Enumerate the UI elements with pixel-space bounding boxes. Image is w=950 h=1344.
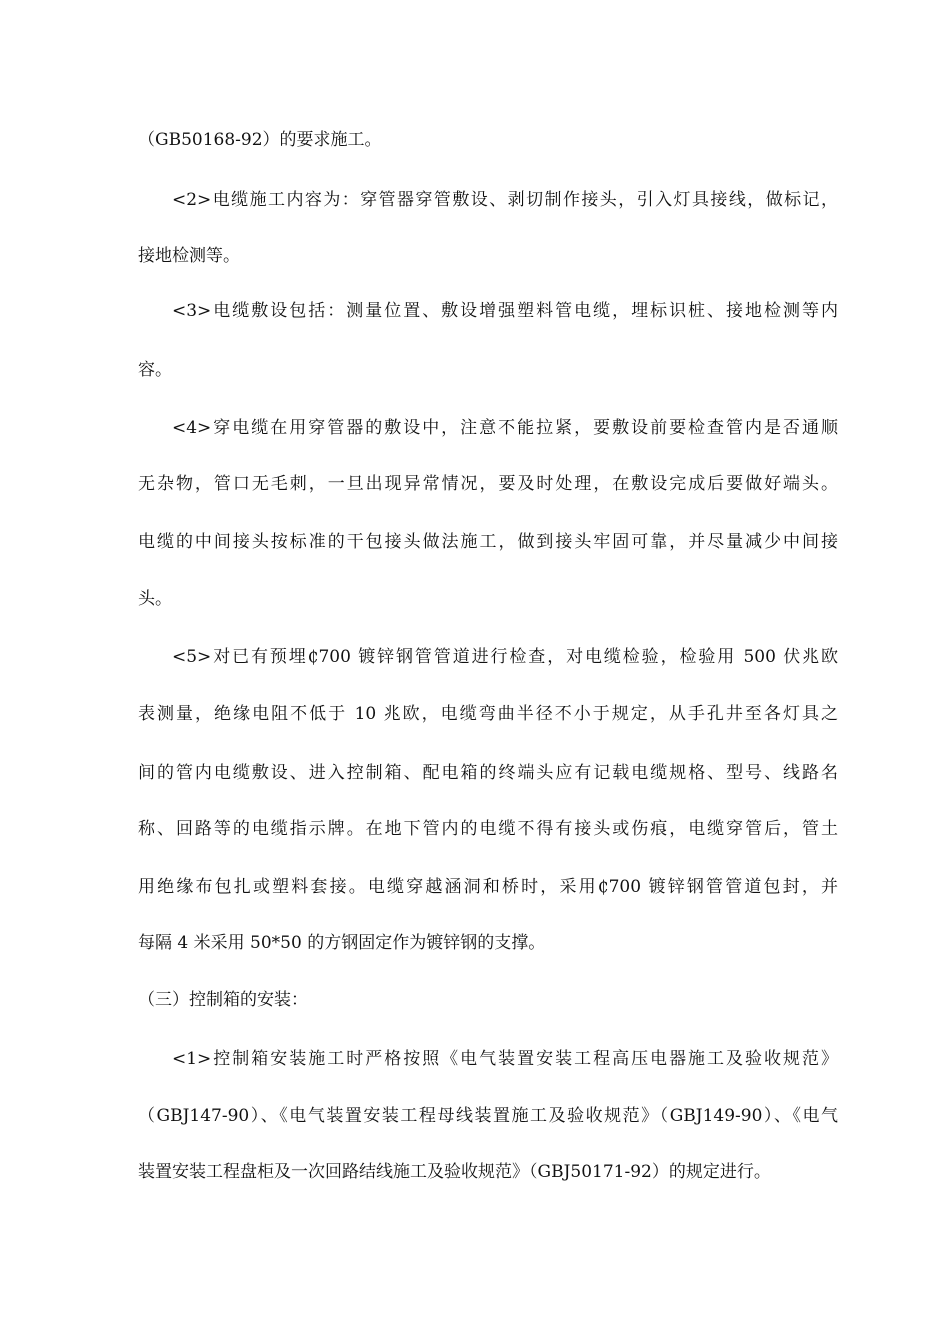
text-line: （GBJ147-90）、《电气装置安装工程母线装置施工及验收规范》（GBJ149-90）、《电气 — [138, 1106, 838, 1126]
text-line: 容。 — [138, 360, 172, 380]
text-line: （GB50168-92）的要求施工。 — [138, 130, 382, 150]
text-line: 接地检测等。 — [138, 246, 240, 266]
text-line: <5>对已有预埋₵700 镀锌钢管管道进行检查，对电缆检验，检验用 500 伏兆欧 — [172, 647, 838, 667]
text-line: <1>控制箱安装施工时严格按照《电气装置安装工程高压电器施工及验收规范》 — [172, 1049, 838, 1069]
text-line: <3>电缆敷设包括：测量位置、敷设增强塑料管电缆，埋标识桩、接地检测等内 — [172, 301, 838, 321]
text-line: 间的管内电缆敷设、进入控制箱、配电箱的终端头应有记载电缆规格、型号、线路名 — [138, 763, 838, 783]
text-line: 用绝缘布包扎或塑料套接。电缆穿越涵洞和桥时，采用₵700 镀锌钢管管道包封，并 — [138, 877, 838, 897]
text-line: 装置安装工程盘柜及一次回路结线施工及验收规范》（GBJ50171-92）的规定进行。 — [138, 1162, 771, 1182]
text-line: 每隔 4 米采用 50*50 的方钢固定作为镀锌钢的支撑。 — [138, 933, 546, 953]
section-heading: （三）控制箱的安装： — [138, 990, 308, 1010]
text-line: 表测量，绝缘电阻不低于 10 兆欧，电缆弯曲半径不小于规定，从手孔井至各灯具之 — [138, 704, 838, 724]
text-line: 电缆的中间接头按标准的干包接头做法施工，做到接头牢固可靠，并尽量减少中间接 — [138, 532, 838, 552]
text-line: 头。 — [138, 589, 172, 609]
text-line: 称、回路等的电缆指示牌。在地下管内的电缆不得有接头或伤痕，电缆穿管后，管土 — [138, 819, 838, 839]
text-line: <2>电缆施工内容为：穿管器穿管敷设、剥切制作接头，引入灯具接线，做标记， — [172, 190, 838, 210]
text-line: 无杂物，管口无毛刺，一旦出现异常情况，要及时处理，在敷设完成后要做好端头。 — [138, 474, 838, 494]
text-line: <4>穿电缆在用穿管器的敷设中，注意不能拉紧，要敷设前要检查管内是否通顺 — [172, 418, 838, 438]
